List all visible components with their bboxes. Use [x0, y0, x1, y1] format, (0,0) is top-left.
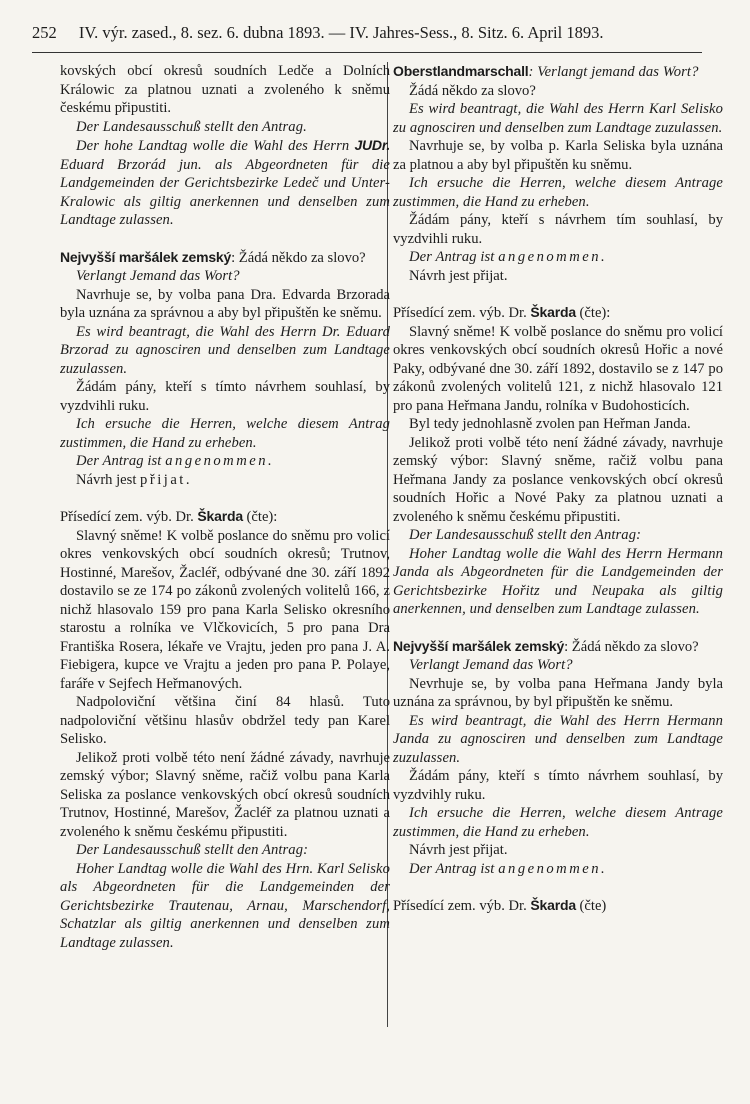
text: Der Antrag ist — [76, 453, 166, 469]
paragraph: Es wird beantragt, die Wahl des Herrn Dr. Eduard Brzorad zu agnosciren und denselben zum Landtage zuzulassen. — [60, 323, 390, 377]
speech-text: : Žádá někdo za slovo? — [564, 638, 699, 655]
header-rule — [32, 52, 702, 53]
paragraph: Žádám pány, kteří s návrhem tím souhlasí, by vyzdvihli ruku. — [393, 212, 723, 247]
paragraph: Der Landesausschuß stellt den Antrag: — [409, 527, 642, 543]
text: Návrh jest — [76, 471, 141, 488]
speaker-name: Oberstlandmarschall — [393, 63, 529, 79]
paragraph — [60, 452, 390, 471]
paragraph: Der Landesausschuß stellt den Antrag: — [76, 842, 309, 858]
speaker-suffix: (čte) — [575, 898, 607, 914]
paragraph — [60, 136, 390, 230]
paragraph: Návrh jest přijat. — [409, 842, 508, 858]
paragraph: Hoher Landtag wolle die Wahl des Hrn. Karl Selisko als Abgeordneten für die Landgemeinden der Gerichtsbezirke Trautenau, Arnau, Marschendorf, Schatzlar als giltig anerkennen und denselben zum Landtage zulassen. — [60, 860, 390, 951]
text: Der Antrag ist — [409, 860, 499, 877]
speaker-prefix: Přísedící zem. výb. Dr. — [393, 898, 531, 914]
text: Eduard Brzorád jun. als Abgeordneten für die Landgemeinden der Gerichtsbezirke Ledeč und Unter-Kralowic als giltig anerkennen und denselben zum Landtage zulassen. — [60, 156, 390, 228]
paragraph: Návrh jest přijat. — [409, 267, 508, 284]
speech-text: : Verlangt jemand das Wort? — [528, 64, 699, 80]
paragraph — [393, 248, 723, 267]
spaced-text: angenommen. — [498, 249, 608, 265]
spaced-text: angenommen. — [498, 860, 608, 877]
paragraph: Es wird beantragt, die Wahl des Herrn Hermann Janda zu agnosciren und denselben zum Landtage zuzulassen. — [393, 712, 723, 766]
paragraph: Žádám pány, kteří s tímto návrhem souhlasí, by vyzdvihly ruku. — [393, 768, 723, 803]
paragraph: kovských obcí okresů soudních Ledče a Dolních Králowic za platnou uznati a zvoleného k sněmu českému připustiti. — [60, 63, 390, 116]
paragraph: Ich ersuche die Herren, welche diesem Antrag zustimmen, die Hand zu erheben. — [60, 416, 390, 451]
paragraph: Byl tedy jednohlasně zvolen pan Heřman Janda. — [409, 416, 691, 432]
spaced-text: angenommen. — [165, 453, 275, 469]
paragraph: Ich ersuche die Herren, welche diesem Antrage zustimmen, die Hand zu erheben. — [393, 805, 723, 840]
speaker-prefix: Přísedící zem. výb. Dr. — [60, 509, 198, 525]
speaker-suffix: (čte): — [575, 305, 611, 321]
speaker-name: Škarda — [530, 304, 576, 320]
paragraph: Žádá někdo za slovo? — [409, 82, 536, 99]
speaker-line — [393, 303, 723, 323]
paragraph — [60, 471, 390, 490]
paragraph: Navrhuje se, by volba pana Dra. Edvarda Brzorada byla uznána za správnou a aby byl připuštěn ke sněmu. — [60, 286, 390, 321]
speaker-name: Škarda — [197, 508, 243, 524]
header-german-session: — IV. Jahres-Sess., 8. Sitz. 6. April 1893. — [328, 23, 604, 42]
paragraph: Navrhuje se, by volba p. Karla Seliska byla uznána za platnou a aby byl připuštěn ku sněmu. — [393, 138, 723, 173]
header-czech-session: IV. výr. zased., 8. sez. 6. dubna 1893. — [78, 23, 325, 42]
right-column — [393, 62, 723, 1092]
speaker-suffix: (čte): — [242, 509, 278, 525]
spaced-text: přijat. — [140, 471, 192, 488]
speaker-name: Nejvyšší maršálek zemský — [393, 637, 565, 654]
page-number: 252 — [32, 23, 57, 42]
paragraph: Nevrhuje se, by volba pana Heřmana Jandy byla uznána za správnou, by byl připuštěn ke sněmu. — [393, 675, 723, 710]
paragraph: Verlangt Jemand das Wort? — [409, 657, 573, 673]
page-header — [32, 22, 700, 48]
paragraph — [393, 860, 723, 879]
speaker-line — [393, 637, 723, 657]
paragraph: Hoher Landtag wolle die Wahl des Herrn Hermann Janda als Abgeordneten für die Landgemeinden der Gerichtsbezirke Hořitz und Neupaka als giltig anerkennen, und denselben zum Landtage zulassen. — [393, 545, 723, 617]
paragraph: Es wird beantragt, die Wahl des Herrn Karl Selisko zu agnosciren und denselben zum Landtage zuzulassen. — [393, 101, 723, 136]
title-abbrev: JUDr. — [354, 137, 390, 153]
paragraph: Slavný sněme! K volbě poslance do sněmu pro volicí okres venkovských obcí soudních okresů Hořic a nové Paky, odbývané dne 30. září 1892, dostavilo se z 147 po zákonů zvolených volitelů 121, z nichž hlasovalo 121 pro pana Heřmana Jandu, rolníka v Budohosticích. — [393, 323, 723, 414]
paragraph: Jelikož proti volbě této není žádné závady, navrhuje zemský výbor; Slavný sněme, račiž volbu pana Karla Seliska za poslance venkovských obcí okresů soudních Trutnov, Hostinné, Marešov, Žacléř za platnou uznati a zvoleného k sněmu českému připustiti. — [60, 749, 390, 840]
speaker-name: Nejvyšší maršálek zemský — [60, 248, 232, 265]
text: Der Antrag ist — [409, 249, 499, 265]
left-column — [60, 62, 390, 1092]
speaker-line — [60, 248, 390, 268]
speaker-line — [393, 896, 723, 916]
paragraph: Der Landesausschuß stellt den Antrag. — [76, 118, 307, 135]
paragraph: Ich ersuche die Herren, welche diesem Antrage zustimmen, die Hand zu erheben. — [393, 175, 723, 210]
speaker-name: Škarda — [530, 897, 576, 913]
paragraph: Nadpoloviční většina činí 84 hlasů. Tuto nadpoloviční většinu hlasův obdržel tedy pan Karel Selisko. — [60, 694, 390, 747]
paragraph: Jelikož proti volbě této není žádné závady, navrhuje zemský výbor: Slavný sněme, račiž volbu pana Heřmana Jandy za poslance venkovských obcí okresů soudních Hořic a Nové Paky za platnou uznati a zvoleného k sněmu českému připustiti. — [393, 434, 723, 525]
speaker-prefix: Přísedící zem. výb. Dr. — [393, 305, 531, 321]
speaker-line — [60, 507, 390, 527]
paragraph: Žádám pány, kteří s tímto návrhem souhlasí, by vyzdvihli ruku. — [60, 379, 390, 414]
speech-text: : Žádá někdo za slovo? — [231, 249, 366, 266]
speaker-line — [393, 62, 723, 82]
paragraph: Verlangt Jemand das Wort? — [76, 268, 240, 284]
text: Der hohe Landtag wolle die Wahl des Herrn — [76, 138, 350, 154]
paragraph: Slavný sněme! K volbě poslance do sněmu pro volicí okres venkovských obcí soudních okresů; Trutnov, Hostinné, Marešov, Žacléř, odbývané dne 30. září 1892 dostavilo se ze 174 po zákonů zvolených volitelů 166, z nichž hlasovalo 159 pro pana Karla Selisko okresního starostu a rolníka ve Vlčkovicích, 5 pro pana Dra Františka Rosera, lékaře ve Vrajtu, jeden pro pana J. A. Fiebigera, kupce ve Vrajtu a jeden pro pana P. Polaye, faráře v Sejfech Heřmanových. — [60, 527, 390, 692]
